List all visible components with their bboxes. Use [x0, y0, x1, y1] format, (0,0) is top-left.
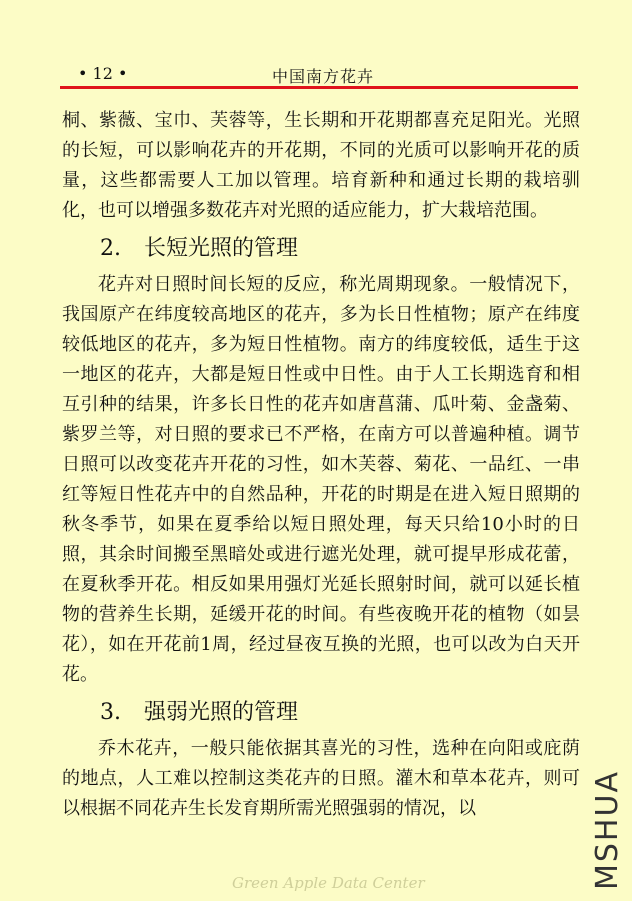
section-title: 长短光照的管理 — [144, 236, 299, 261]
section-title: 强弱光照的管理 — [144, 700, 299, 725]
page-body — [62, 106, 580, 824]
paragraph: 乔木花卉，一般只能依据其喜光的习性，选种在向阳或庇荫的地点，人工难以控制这类花卉的日照。灌木和草本花卉，则可以根据不同花卉生长发育期所需光照强弱的情况，以 — [62, 738, 580, 819]
section-number: 2. — [100, 236, 121, 261]
section-heading-2 — [62, 232, 580, 266]
page-number: • 12 • — [78, 64, 128, 83]
side-watermark: MSHUA — [590, 770, 625, 890]
section-heading-3 — [62, 696, 580, 730]
watermark-text: Green Apple Data Center — [232, 874, 425, 892]
running-title: 中国南方花卉 — [272, 67, 375, 86]
paragraph: 花卉对日照时间长短的反应，称光周期现象。一般情况下，我国原产在纬度较高地区的花卉，多为长日性植物；原产在纬度较低地区的花卉，多为短日性植物。南方的纬度较低，适生于这一地区的花卉，大都是短日性或中日性。由于人工长期选育和相互引种的结果，许多长日性的花卉如唐菖蒲、瓜叶菊、金盏菊、紫罗兰等，对日照的要求已不严格，在南方可以普遍种植。调节日照可以改变花卉开花的习性，如木芙蓉、菊花、一品红、一串红等短日性花卉中的自然品种，开花的时期是在进入短日照期的秋冬季节，如果在夏季给以短日照处理，每天只给10小时的日照，其余时间搬至黑暗处或进行遮光处理，就可提早形成花蕾，在夏秋季开花。相反如果用强灯光延长照射时间，就可以延长植物的营养生长期，延缓开花的时间。有些夜晚开花的植物（如昙花），如在开花前1周，经过昼夜互换的光照，也可以改为白天开花。 — [62, 274, 580, 685]
header-rule — [60, 86, 578, 89]
page-header — [60, 62, 580, 84]
section-number: 3. — [100, 700, 121, 725]
paragraph-continued: 桐、紫薇、宝巾、芙蓉等，生长期和开花期都喜充足阳光。光照的长短，可以影响花卉的开花期，不同的光质可以影响开花的质量，这些都需要人工加以管理。培育新种和通过长期的栽培驯化，也可以增强多数花卉对光照的适应能力，扩大栽培范围。 — [62, 110, 580, 221]
